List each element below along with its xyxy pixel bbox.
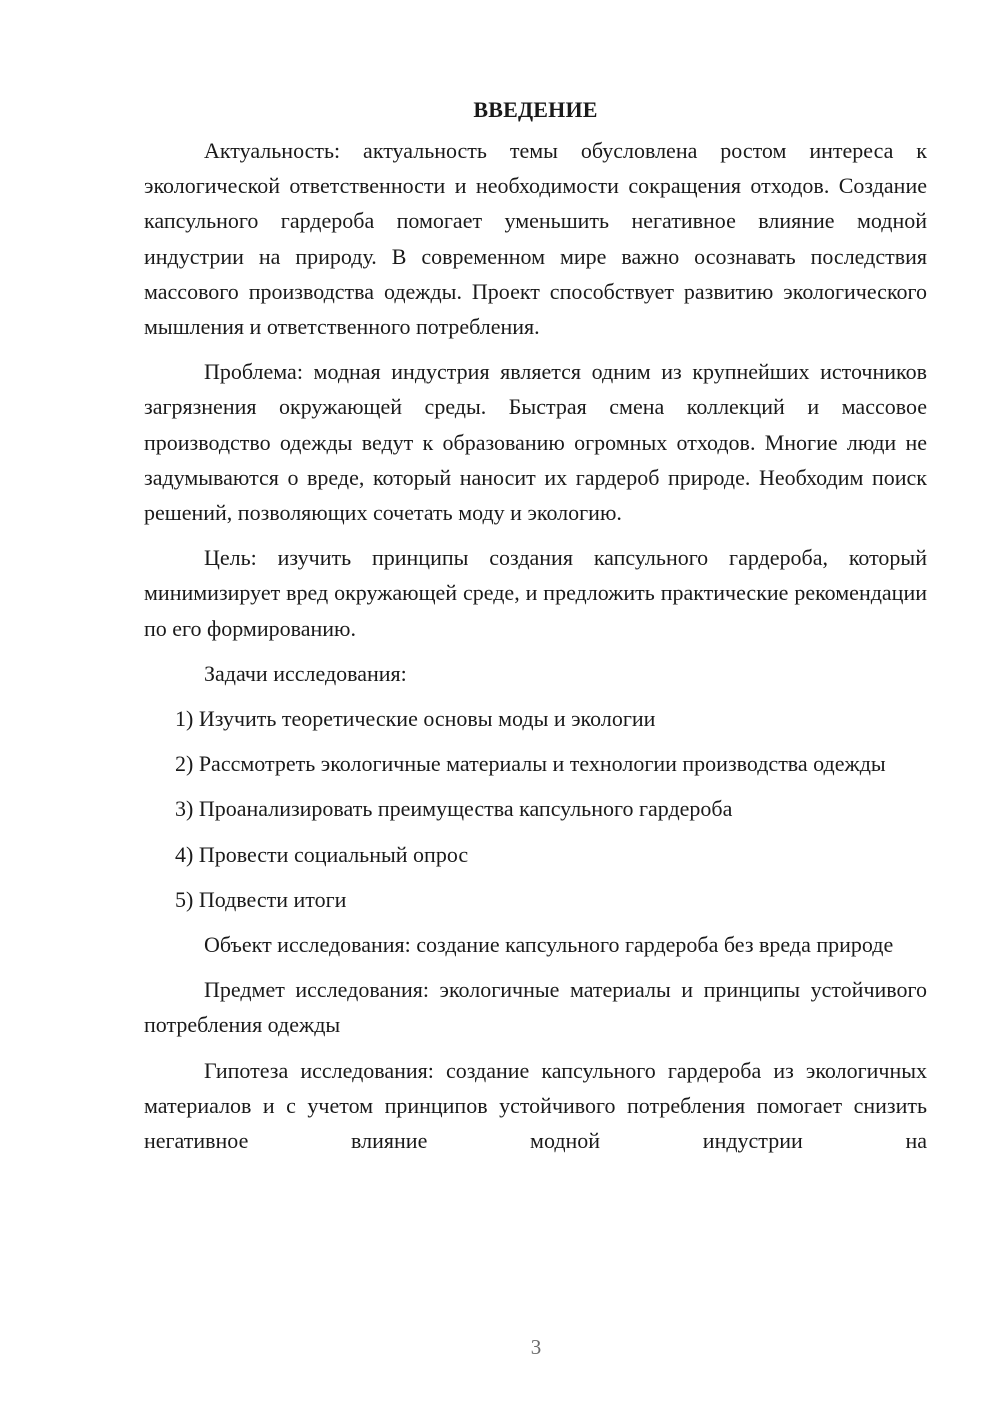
tasks-heading: Задачи исследования: [204,660,407,686]
paragraph-object: Объект исследования: создание капсульного гардероба без вреда природе [204,932,894,958]
paragraph-problem: Проблема: модная индустрия является одним из крупнейших источников загрязнения окружающей среды. Быстрая смена коллекций и массовое производство одежды ведут к образованию огромных отходов. Многие люди не задумываются о вреде, который наносит их гардероб природе. Необходим поиск решений, позволяющих сочетать моду и экологию. [144,359,927,526]
paragraph-relevance: Актуальность: актуальность темы обусловлена ростом интереса к экологической ответственности и необходимости сокращения отходов. Создание капсульного гардероба помогает уменьшить негативное влияние модной индустрии на природу. В современном мире важно осознавать последствия массового производства одежды. Проект способствует развитию экологического мышления и ответственного потребления. [144,138,927,340]
task-item-5: 5) Подвести итоги [175,886,347,912]
task-item-1: 1) Изучить теоретические основы моды и экологии [175,706,656,732]
page-number: 3 [530,1335,542,1359]
section-title: ВВЕДЕНИЕ [473,97,598,122]
paragraph-hypothesis: Гипотеза исследования: создание капсульного гардероба из экологичных материалов и с учетом принципов устойчивого потребления помогает снизить негативное влияние модной индустрии на [144,1057,927,1154]
task-item-4: 4) Провести социальный опрос [175,841,469,867]
paragraph-subject: Предмет исследования: экологичные материалы и принципы устойчивого потребления одежды [144,977,927,1038]
paragraph-goal: Цель: изучить принципы создания капсульного гардероба, который минимизирует вред окружающей среде, и предложить практические рекомендации по его формированию. [144,545,927,641]
page-content [144,92,927,1158]
task-item-2: 2) Рассмотреть экологичные материалы и технологии производства одежды [175,751,886,777]
task-item-3: 3) Проанализировать преимущества капсульного гардероба [175,796,733,822]
